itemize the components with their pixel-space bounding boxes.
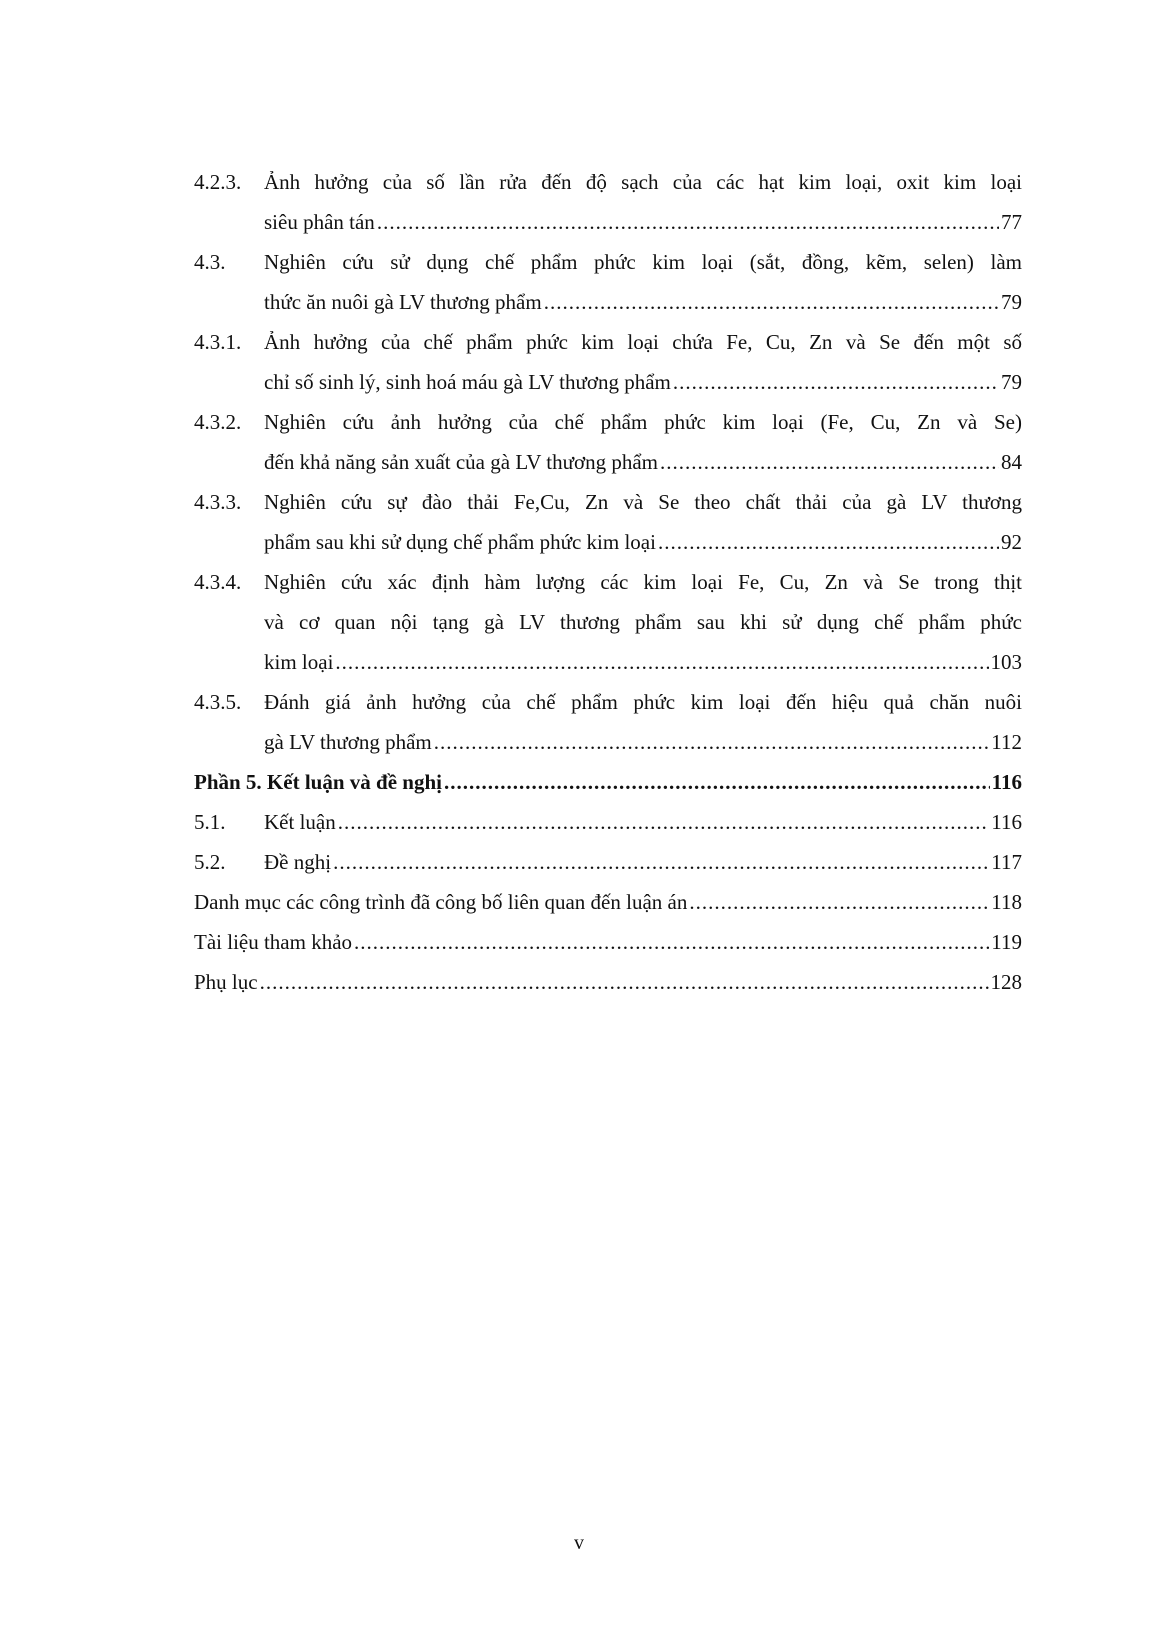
toc-title-end: siêu phân tán bbox=[264, 210, 375, 234]
toc-title: Phụ lục bbox=[194, 970, 258, 994]
toc-entry-4-3-3-cont[interactable] bbox=[194, 522, 1022, 562]
toc-page: 117 bbox=[991, 850, 1022, 874]
toc-title: Kết luận bbox=[264, 810, 336, 834]
toc-page: 116 bbox=[991, 810, 1022, 834]
toc-title-end: kim loại bbox=[264, 650, 334, 674]
toc-number: 4.3. bbox=[194, 250, 226, 274]
dot-leader bbox=[434, 722, 990, 762]
toc-entry-references[interactable] bbox=[194, 922, 1022, 962]
toc-page: 118 bbox=[991, 890, 1022, 914]
dot-leader bbox=[333, 842, 989, 882]
toc-entry-publications[interactable] bbox=[194, 882, 1022, 922]
toc-page: 92 bbox=[1001, 530, 1022, 554]
toc-page: 103 bbox=[990, 650, 1022, 674]
toc-page: 116 bbox=[991, 770, 1022, 794]
toc-title-end: chỉ số sinh lý, sinh hoá máu gà LV thương phẩm bbox=[264, 370, 671, 394]
toc-entry-appendix[interactable] bbox=[194, 962, 1022, 1002]
dot-leader bbox=[660, 442, 999, 482]
dot-leader bbox=[658, 522, 999, 562]
toc-entry-4-3[interactable] bbox=[194, 242, 1022, 282]
toc-entry-4-3-2-cont[interactable] bbox=[194, 442, 1022, 482]
toc-title: Nghiên cứu sử dụng chế phẩm phức kim loại (sắt, đồng, kẽm, selen) làm bbox=[264, 250, 1022, 274]
toc-number: 4.3.1. bbox=[194, 330, 242, 354]
toc-entry-4-3-cont[interactable] bbox=[194, 282, 1022, 322]
toc-title: Nghiên cứu xác định hàm lượng các kim loại Fe, Cu, Zn và Se trong thịt bbox=[264, 570, 1022, 594]
toc-number: 5.2. bbox=[194, 850, 226, 874]
toc-page: 79 bbox=[1001, 370, 1022, 394]
dot-leader bbox=[689, 882, 989, 922]
dot-leader bbox=[673, 362, 999, 402]
toc-entry-4-2-3-cont[interactable] bbox=[194, 202, 1022, 242]
toc-title: Nghiên cứu sự đào thải Fe,Cu, Zn và Se theo chất thải của gà LV thương bbox=[264, 490, 1022, 514]
dot-leader bbox=[544, 282, 999, 322]
toc-page: 79 bbox=[1001, 290, 1022, 314]
dot-leader bbox=[335, 642, 988, 682]
toc-title: Đề nghị bbox=[264, 850, 332, 874]
dot-leader bbox=[338, 802, 990, 842]
toc-number: 5.1. bbox=[194, 810, 226, 834]
toc-title: Tài liệu tham khảo bbox=[194, 930, 353, 954]
toc-page: 112 bbox=[991, 730, 1022, 754]
toc-entry-4-3-1-cont[interactable] bbox=[194, 362, 1022, 402]
toc-title-end: gà LV thương phẩm bbox=[264, 730, 432, 754]
toc-entry-4-3-3[interactable] bbox=[194, 482, 1022, 522]
toc-title-end: đến khả năng sản xuất của gà LV thương phẩm bbox=[264, 450, 658, 474]
toc-entry-4-2-3[interactable] bbox=[194, 162, 1022, 202]
table-of-contents bbox=[194, 162, 1022, 1002]
dot-leader bbox=[354, 922, 989, 962]
toc-title: Đánh giá ảnh hưởng của chế phẩm phức kim loại đến hiệu quả chăn nuôi bbox=[264, 690, 1022, 714]
toc-entry-4-3-4[interactable] bbox=[194, 562, 1022, 602]
toc-title: Phần 5. Kết luận và đề nghị bbox=[194, 770, 442, 794]
toc-entry-4-3-5[interactable] bbox=[194, 682, 1022, 722]
toc-number: 4.3.4. bbox=[194, 570, 242, 594]
toc-entry-5-2[interactable] bbox=[194, 842, 1022, 882]
toc-page: 84 bbox=[1001, 450, 1022, 474]
toc-number: 4.2.3. bbox=[194, 170, 242, 194]
toc-entry-4-3-4-cont2[interactable] bbox=[194, 642, 1022, 682]
toc-number: 4.3.3. bbox=[194, 490, 242, 514]
toc-entry-4-3-1[interactable] bbox=[194, 322, 1022, 362]
toc-page: 77 bbox=[1001, 210, 1022, 234]
toc-page: 119 bbox=[991, 930, 1022, 954]
toc-title: và cơ quan nội tạng gà LV thương phẩm sau khi sử dụng chế phẩm phức bbox=[264, 610, 1022, 634]
dot-leader bbox=[444, 762, 990, 802]
toc-entry-part-5[interactable] bbox=[194, 762, 1022, 802]
toc-entry-4-3-5-cont[interactable] bbox=[194, 722, 1022, 762]
toc-title-end: phẩm sau khi sử dụng chế phẩm phức kim loại bbox=[264, 530, 656, 554]
toc-entry-4-3-2[interactable] bbox=[194, 402, 1022, 442]
toc-page: 128 bbox=[990, 970, 1022, 994]
toc-number: 4.3.2. bbox=[194, 410, 242, 434]
dot-leader bbox=[377, 202, 999, 242]
toc-title: Danh mục các công trình đã công bố liên quan đến luận án bbox=[194, 890, 688, 914]
toc-entry-4-3-4-cont[interactable] bbox=[194, 602, 1022, 642]
toc-title-end: thức ăn nuôi gà LV thương phẩm bbox=[264, 290, 542, 314]
toc-entry-5-1[interactable] bbox=[194, 802, 1022, 842]
toc-title: Ảnh hưởng của số lần rửa đến độ sạch của các hạt kim loại, oxit kim loại bbox=[264, 170, 1022, 194]
toc-title: Ảnh hưởng của chế phẩm phức kim loại chứa Fe, Cu, Zn và Se đến một số bbox=[264, 330, 1022, 354]
page-number: v bbox=[574, 1532, 584, 1554]
toc-title: Nghiên cứu ảnh hưởng của chế phẩm phức kim loại (Fe, Cu, Zn và Se) bbox=[264, 410, 1022, 434]
dot-leader bbox=[260, 962, 989, 1002]
toc-number: 4.3.5. bbox=[194, 690, 242, 714]
